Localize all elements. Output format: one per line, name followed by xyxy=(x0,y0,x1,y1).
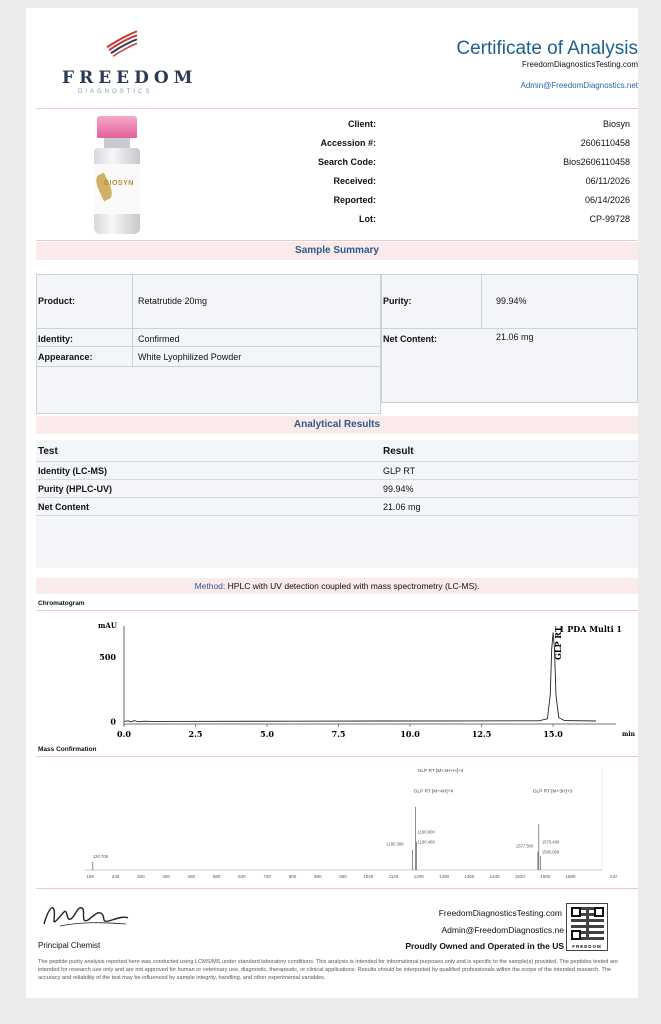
footer-email[interactable]: Admin@FreedomDiagnostics.ne xyxy=(441,925,564,935)
client-info-row xyxy=(176,195,630,213)
logo-subtitle: DIAGNOSTICS xyxy=(78,89,153,95)
mass-annotation: GLP RT [M+3H+H]+4 xyxy=(417,769,464,774)
client-info-key: Reported: xyxy=(333,195,376,205)
mass-x-tick-label: 1120 xyxy=(388,874,399,879)
mass-x-tick-label: 1040 xyxy=(363,874,374,879)
header-divider xyxy=(36,108,638,109)
mass-x-tick-label: 1280 xyxy=(439,874,450,879)
footer-website[interactable]: FreedomDiagnosticsTesting.com xyxy=(438,908,562,918)
mass-x-tick-label: 160 xyxy=(86,874,95,879)
legal-disclaimer: The peptide purity analysis reported here was conducted using LCMS/MS under standard laboratory conditions. This analysis is intended for informational purposes only and is specific to the sample(s) provided. The peptides tested are intended for research use only and are not approved for human or veterinary use, diagnostic, therapeutic, or clinical applications. Results should be interpreted by qualified professionals within the scope of the intended research. The accuracy and reliability of the test may be influenced by sample integrity, handling, and other experimental variables. xyxy=(38,959,618,981)
mass-x-tick-label: 960 xyxy=(339,874,347,879)
net-content-value: 21.06 mg xyxy=(496,332,534,342)
client-info-row xyxy=(176,214,630,232)
client-info-key: Received: xyxy=(333,176,376,186)
mass-x-tick-label: 400 xyxy=(162,874,170,879)
client-info-key: Lot: xyxy=(359,214,376,224)
document-title: Certificate of Analysis xyxy=(456,38,638,59)
mass-x-tick-label: 480 xyxy=(187,874,196,879)
mass-x-tick-label: 1440 xyxy=(489,874,500,879)
mass-peak-value: 1585.008 xyxy=(541,849,560,855)
chromatogram-label: Chromatogram xyxy=(38,600,85,607)
verification-qr-code-icon[interactable] xyxy=(566,903,608,951)
mass-spectrum-chart xyxy=(36,760,638,882)
result-test: Net Content xyxy=(38,502,89,512)
mass-annotation: GLP RT [M+3H]+3 xyxy=(532,789,573,795)
appearance-key: Appearance: xyxy=(38,352,93,362)
summary-left-panel xyxy=(36,274,381,414)
chromatogram-x-tick-label: 12.5 xyxy=(471,729,492,739)
client-info-value: 06/14/2026 xyxy=(584,195,630,205)
client-info-key: Search Code: xyxy=(317,157,376,167)
client-info-row xyxy=(176,157,630,175)
mass-peak-value: 120.708 xyxy=(92,853,108,859)
mass-x-tick-label: 640 xyxy=(238,874,246,879)
client-info-value: Bios2606110458 xyxy=(563,157,630,167)
mass-x-tick-label: 560 xyxy=(212,874,221,879)
purity-value: 99.94% xyxy=(496,296,527,306)
mass-peak-value: 1190.480 xyxy=(417,839,435,845)
chromatogram-y-tick-label: 0 xyxy=(110,716,116,727)
client-info-row xyxy=(176,119,630,137)
chromatogram-x-tick-label: 2.5 xyxy=(188,729,203,739)
chromatogram-x-tick-label: 15.0 xyxy=(543,729,563,739)
chromatogram-y-unit: mAU xyxy=(98,621,117,630)
chromatogram-x-tick-label: 10.0 xyxy=(400,729,420,739)
product-value: Retatrutide 20mg xyxy=(138,296,208,306)
chromatogram-x-tick-label: 0.0 xyxy=(117,729,131,739)
mass-peak-value: 1190.900 xyxy=(417,829,435,835)
mass-x-tick-label: 1360 xyxy=(464,874,475,879)
vial-brand-label: BIOSYN xyxy=(104,180,134,187)
mass-x-tick-label: 720 xyxy=(263,874,271,879)
client-info-key: Client: xyxy=(348,119,376,129)
result-test: Identity (LC-MS) xyxy=(38,466,107,476)
mass-x-tick-label: 1520 xyxy=(514,874,525,879)
chromatogram-y-tick-label: 500 xyxy=(99,651,116,662)
header-website[interactable]: FreedomDiagnosticsTesting.com xyxy=(521,60,638,69)
mass-x-tick-label: 1680 xyxy=(565,874,576,879)
mass-peak-value: 1577.500 xyxy=(515,843,534,849)
identity-key: Identity: xyxy=(38,334,73,344)
product-key: Product: xyxy=(38,296,75,306)
mass-peak-value: 1576.490 xyxy=(541,839,560,845)
freedom-logo-flag-icon xyxy=(102,26,172,66)
chromatogram-chart xyxy=(36,612,638,744)
logo-wordmark: FREEDOM xyxy=(62,68,198,88)
client-info-key: Accession #: xyxy=(320,138,376,148)
client-info-value: Biosyn xyxy=(602,119,630,129)
method-note xyxy=(36,578,638,594)
analytical-results-header: Analytical Results xyxy=(36,416,638,434)
mass-x-tick-label: 800 xyxy=(288,874,297,879)
detector-label: 1 PDA Multi 1 xyxy=(558,624,622,634)
client-info-row xyxy=(176,138,630,156)
sample-summary-header: Sample Summary xyxy=(36,242,638,260)
client-info-value: 06/11/2026 xyxy=(585,176,630,186)
mass-x-tick-label: 1600 xyxy=(540,874,551,879)
peak-label: GLP RT xyxy=(553,626,564,660)
qr-caption: FREEDOM xyxy=(572,944,602,949)
footer-tagline: Proudly Owned and Operated in the US xyxy=(405,941,564,951)
identity-value: Confirmed xyxy=(138,334,180,344)
chromatogram-x-unit: min xyxy=(622,731,635,738)
mass-x-unit: m/z xyxy=(610,874,618,879)
chemist-signature xyxy=(40,898,130,932)
chromatogram-x-tick-label: 7.5 xyxy=(331,729,346,739)
mass-x-tick-label: 880 xyxy=(313,874,322,879)
purity-key: Purity: xyxy=(383,296,412,306)
client-info-row xyxy=(176,176,630,194)
mass-x-tick-label: 320 xyxy=(137,874,145,879)
info-divider xyxy=(36,240,638,241)
result-value: 21.06 mg xyxy=(383,502,421,512)
net-content-key: Net Content: xyxy=(383,334,437,344)
results-row xyxy=(36,480,638,498)
method-text: HPLC with UV detection coupled with mass spectrometry (LC-MS). xyxy=(227,581,480,591)
results-row xyxy=(36,498,638,516)
col-test: Test xyxy=(38,446,58,457)
results-row xyxy=(36,462,638,480)
chromatogram-x-tick-label: 5.0 xyxy=(260,729,274,739)
mass-annotation: GLP RT [M+4H]+4 xyxy=(413,789,454,795)
product-vial-image xyxy=(92,116,142,234)
appearance-value: White Lyophilized Powder xyxy=(138,352,242,362)
mass-peak-value: 1180.308 xyxy=(386,841,404,847)
certificate-sheet xyxy=(26,8,638,998)
mass-x-tick-label: 1200 xyxy=(413,874,424,879)
method-key: Method: xyxy=(194,581,226,591)
client-info-value: CP-99728 xyxy=(589,214,630,224)
mass-x-tick-label: 240 xyxy=(111,874,120,879)
mass-confirmation-label: Mass Confirmation xyxy=(38,746,97,753)
result-test: Purity (HPLC-UV) xyxy=(38,484,112,494)
signatory-role: Principal Chemist xyxy=(38,941,101,950)
result-value: GLP RT xyxy=(383,466,416,476)
results-header-row xyxy=(36,444,638,462)
result-value: 99.94% xyxy=(383,484,414,494)
client-info-value: 2606110458 xyxy=(580,138,630,148)
chromatogram-series-line xyxy=(124,632,596,722)
col-result: Result xyxy=(383,446,414,457)
header-email[interactable]: Admin@FreedomDiagnostics.net xyxy=(520,81,638,90)
